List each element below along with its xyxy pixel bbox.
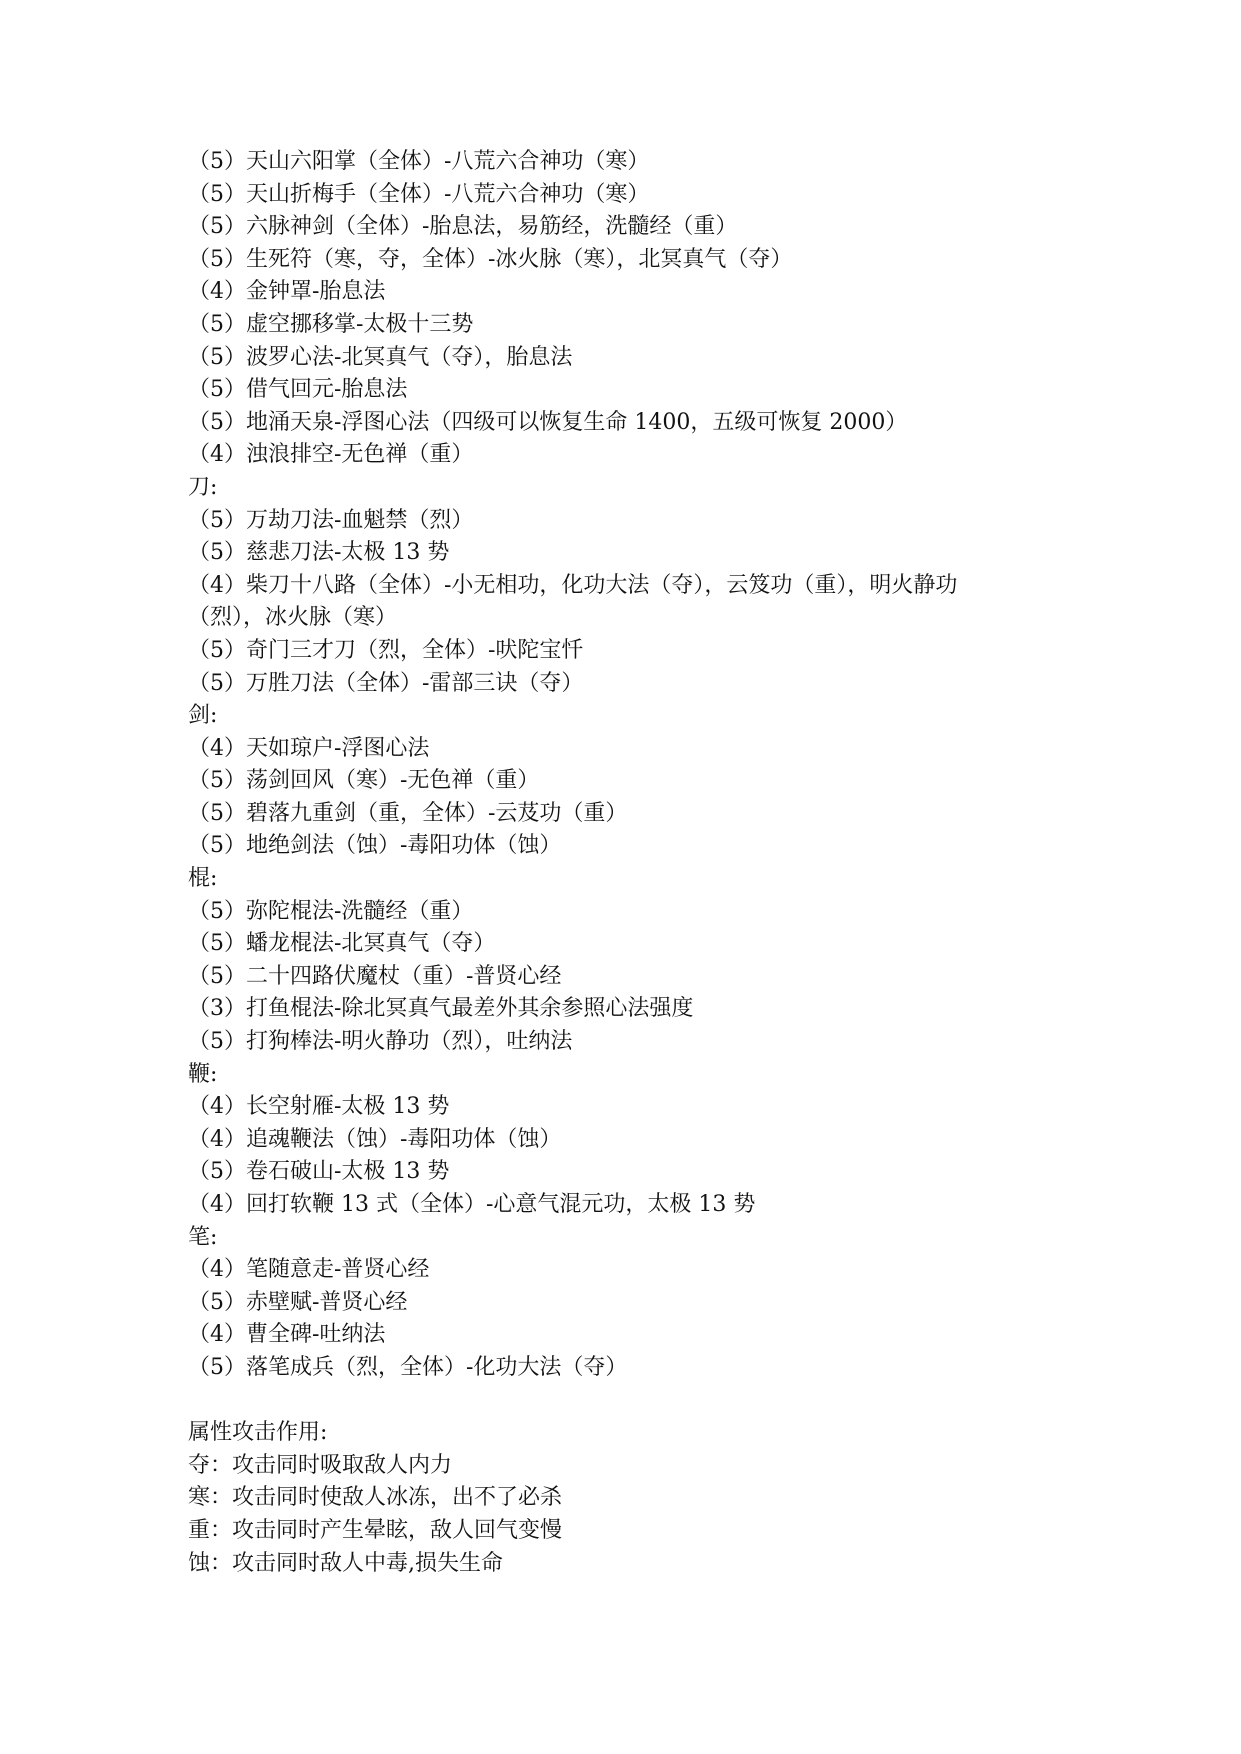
attribute-line: 重：攻击同时产生晕眩，敌人回气变慢 xyxy=(188,1517,563,1543)
text-line: （4）天如琼户-浮图心法 xyxy=(188,735,430,761)
section-heading-whip: 鞭: xyxy=(188,1061,218,1087)
attribute-line: 夺：攻击同时吸取敌人内力 xyxy=(188,1452,453,1478)
text-line: （5）弥陀棍法-洗髓经（重） xyxy=(188,898,474,924)
text-line: （5）万劫刀法-血魁禁（烈） xyxy=(188,507,474,533)
text-line: （4）追魂鞭法（蚀）-毒阳功体（蚀） xyxy=(188,1126,562,1152)
text-line: （5）生死符（寒，夺，全体）-冰火脉（寒），北冥真气（夺） xyxy=(188,246,793,272)
text-line: （4）长空射雁-太极 13 势 xyxy=(188,1094,450,1120)
text-line: （5）奇门三才刀（烈，全体）-吠陀宝忏 xyxy=(188,637,584,663)
text-line: （4）笔随意走-普贤心经 xyxy=(188,1257,430,1283)
text-line: （5）赤壁赋-普贤心经 xyxy=(188,1289,408,1315)
text-line: （5）卷石破山-太极 13 势 xyxy=(188,1159,450,1185)
text-line: （5）天山折梅手（全体）-八荒六合神功（寒） xyxy=(188,181,650,207)
text-line: （4）回打软鞭 13 式（全体）-心意气混元功，太极 13 势 xyxy=(188,1192,756,1217)
text-line: （5）碧落九重剑（重，全体）-云芨功（重） xyxy=(188,800,628,826)
text-line: （4）金钟罩-胎息法 xyxy=(188,279,386,305)
text-line-continuation: （烈），冰火脉（寒） xyxy=(188,605,398,631)
text-line: （3）打鱼棍法-除北冥真气最差外其余参照心法强度 xyxy=(188,996,694,1022)
text-line: （5）天山六阳掌（全体）-八荒六合神功（寒） xyxy=(188,149,650,174)
text-line: （5）慈悲刀法-太极 13 势 xyxy=(188,540,450,566)
text-line: （5）荡剑回风（寒）-无色禅（重） xyxy=(188,768,540,794)
blank-line xyxy=(188,1385,1188,1418)
attribute-line: 寒：攻击同时使敌人冰冻，出不了必杀 xyxy=(188,1485,563,1511)
text-line: （4）浊浪排空-无色禅（重） xyxy=(188,442,474,468)
text-line: （5）虚空挪移掌-太极十三势 xyxy=(188,311,474,337)
text-line: （5）二十四路伏魔杖（重）-普贤心经 xyxy=(188,963,562,989)
text-line: （5）打狗棒法-明火静功（烈），吐纳法 xyxy=(188,1029,573,1055)
text-line: （5）借气回元-胎息法 xyxy=(188,377,408,403)
section-heading-sword: 剑: xyxy=(188,703,218,729)
text-line: （5）蟠龙棍法-北冥真气（夺） xyxy=(188,931,496,957)
text-line: （5）地绝剑法（蚀）-毒阳功体（蚀） xyxy=(188,833,562,859)
attribute-heading: 属性攻击作用: xyxy=(188,1420,328,1446)
section-heading-blade: 刀: xyxy=(188,474,218,500)
text-line: （5）波罗心法-北冥真气（夺），胎息法 xyxy=(188,344,573,370)
section-heading-brush: 笔: xyxy=(188,1224,218,1250)
text-line: （5）万胜刀法（全体）-雷部三诀（夺） xyxy=(188,670,584,696)
section-heading-staff: 棍: xyxy=(188,866,218,892)
attribute-line: 蚀：攻击同时敌人中毒,损失生命 xyxy=(188,1550,503,1576)
text-line: （4）曹全碑-吐纳法 xyxy=(188,1322,386,1348)
document-page xyxy=(188,146,1188,1580)
text-line: （4）柴刀十八路（全体）-小无相功，化功大法（夺），云笈功（重），明火静功 xyxy=(188,572,958,598)
text-line: （5）六脉神剑（全体）-胎息法，易筋经，洗髓经（重） xyxy=(188,214,738,240)
text-line: （5）落笔成兵（烈，全体）-化功大法（夺） xyxy=(188,1354,628,1380)
text-line: （5）地涌天泉-浮图心法（四级可以恢复生命 1400，五级可恢复 2000） xyxy=(188,409,908,435)
